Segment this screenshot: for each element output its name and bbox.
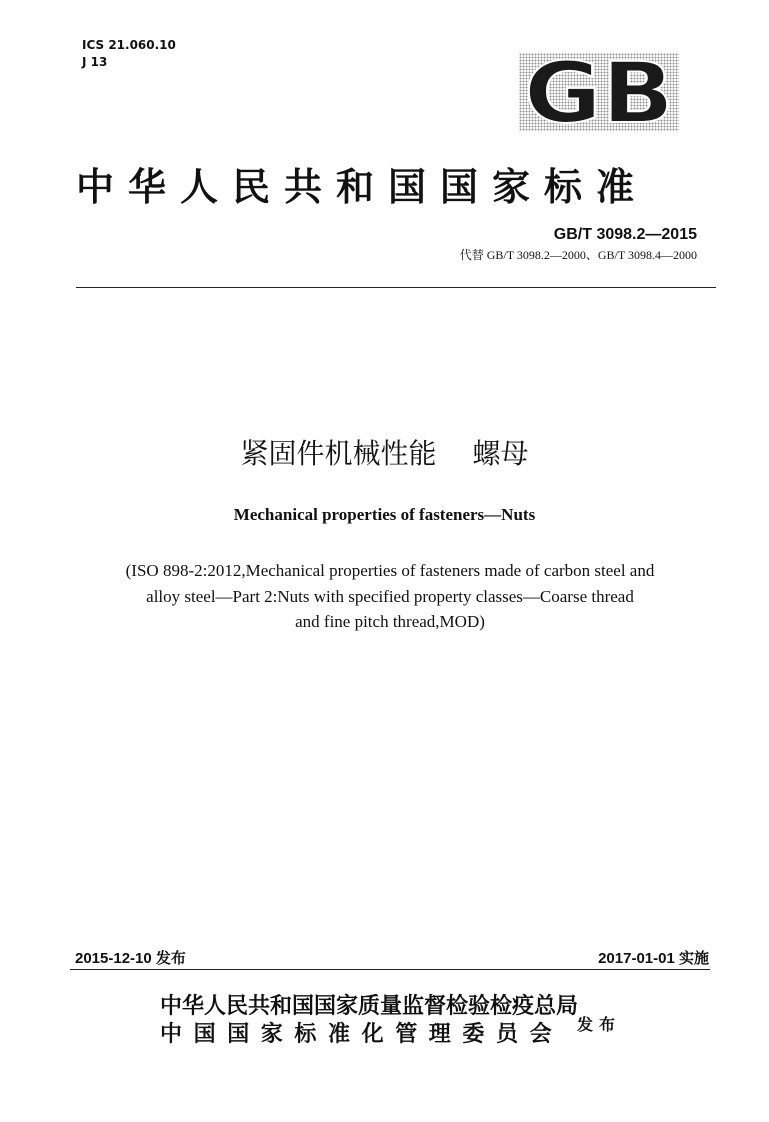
iso-reference-line: and fine pitch thread,MOD) xyxy=(295,612,485,631)
header-divider xyxy=(76,287,716,288)
ics-code: ICS 21.060.10 xyxy=(82,38,176,52)
issuing-organizations xyxy=(160,992,578,1048)
document-title-zh xyxy=(0,432,769,472)
iso-reference-line: alloy steel—Part 2:Nuts with specified property classes—Coarse thread xyxy=(146,586,634,606)
title-zh-part1: 紧固件机械性能 xyxy=(240,437,437,470)
issuer-aqsiq: 中华人民共和国国家质量监督检验检疫总局 xyxy=(160,993,579,1019)
publish-date: 2015-12-10 发布 xyxy=(75,950,186,967)
issuer-sac: 中国国家标准化管理委员会 xyxy=(160,1021,564,1047)
document-title-en: Mechanical properties of fasteners—Nuts xyxy=(233,505,536,524)
standard-number: GB/T 3098.2—2015 xyxy=(553,226,697,243)
standard-type-title: 中华人民共和国国家标准 xyxy=(76,164,649,209)
implementation-date: 2017-01-01 实施 xyxy=(598,950,709,967)
gb-logo xyxy=(519,53,679,131)
classification-codes xyxy=(82,37,176,71)
replaces-note: 代替 GB/T 3098.2—2000、GB/T 3098.4—2000 xyxy=(459,248,697,262)
gb-logo-text: GB xyxy=(524,53,674,131)
issued-label: 发布 xyxy=(577,1015,622,1034)
iso-reference xyxy=(60,558,720,635)
footer-divider xyxy=(70,969,710,970)
ccs-code: J 13 xyxy=(82,55,108,69)
iso-reference-line: (ISO 898-2:2012,Mechanical properties of fasteners made of carbon steel and xyxy=(125,561,655,580)
title-zh-part2: 螺母 xyxy=(472,437,529,470)
